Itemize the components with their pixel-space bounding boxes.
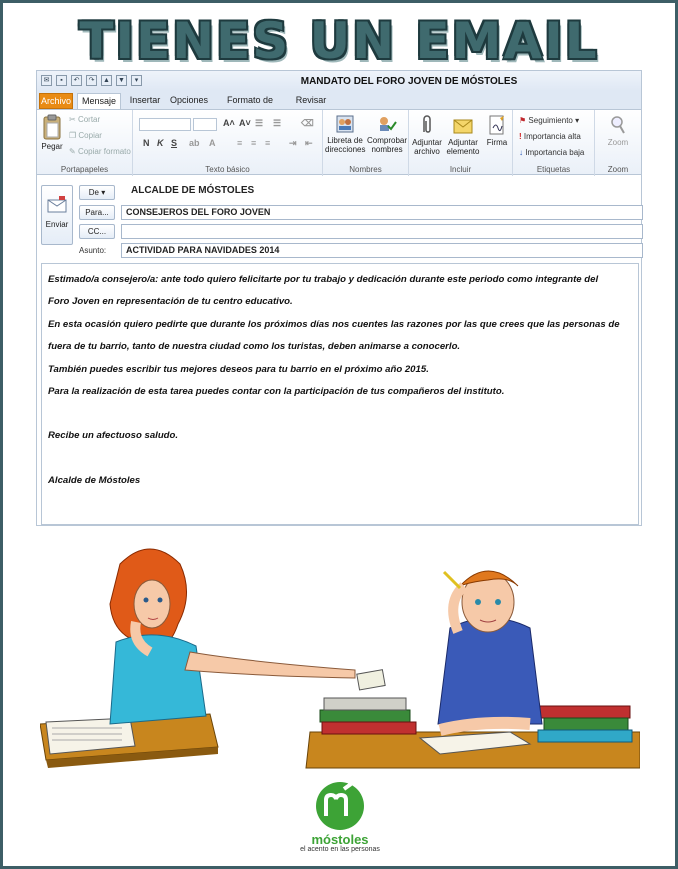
undo-icon[interactable]: ↶ bbox=[71, 75, 82, 86]
bullets-icon[interactable]: ☰ bbox=[255, 118, 264, 128]
align-right-icon[interactable]: ≡ bbox=[265, 138, 271, 148]
tab-opciones[interactable]: Opciones bbox=[169, 95, 209, 105]
send-envelope-icon bbox=[47, 194, 67, 216]
align-center-icon[interactable]: ≡ bbox=[251, 138, 257, 148]
mostoles-logo-mark bbox=[312, 780, 368, 832]
check-names-icon bbox=[377, 114, 397, 134]
body-line: También puedes escribir tus mejores deseos para tu barrio en el próximo año 2015. bbox=[48, 363, 429, 375]
exclamation-icon: ! bbox=[519, 132, 522, 141]
signature-label: Firma bbox=[486, 138, 508, 147]
shrink-font-icon[interactable]: A˅ bbox=[239, 118, 251, 128]
outdent-icon[interactable]: ⇤ bbox=[305, 138, 313, 148]
copy-label: Copiar bbox=[78, 131, 102, 140]
group-incluir bbox=[409, 110, 513, 176]
from-button-label: De bbox=[88, 188, 99, 197]
down-arrow-importance-icon: ↓ bbox=[519, 148, 523, 157]
banner bbox=[0, 12, 678, 70]
logo-word: móstoles bbox=[311, 832, 369, 847]
indent-icon[interactable]: ⇥ bbox=[289, 138, 297, 148]
flag-icon: ⚑ bbox=[519, 116, 527, 125]
tab-formato-de-texto[interactable]: Formato de bbox=[226, 95, 274, 105]
align-left-icon[interactable]: ≡ bbox=[237, 138, 243, 148]
tab-mensaje[interactable]: Mensaje bbox=[77, 93, 121, 109]
address-book-label-2: direcciones bbox=[325, 145, 366, 154]
check-names-label-2: nombres bbox=[371, 145, 403, 154]
body-line: Foro Joven en representación de tu centro educativo. bbox=[48, 296, 293, 308]
ribbon bbox=[37, 109, 641, 175]
grow-font-icon[interactable]: A˄ bbox=[223, 118, 235, 128]
group-label-portapapeles: Portapapeles bbox=[60, 165, 109, 174]
from-value: ALCALDE DE MÓSTOLES bbox=[131, 185, 255, 196]
paperclip-icon bbox=[420, 114, 434, 136]
group-label-incluir: Incluir bbox=[449, 165, 472, 174]
body-line: Para la realización de esta tarea puedes contar con la participación de tus compañeros del instituto. bbox=[48, 386, 505, 398]
copy-button[interactable]: ❐ Copiar bbox=[69, 131, 102, 140]
subject-field[interactable]: ACTIVIDAD PARA NAVIDADES 2014 bbox=[121, 243, 643, 258]
quick-access-toolbar bbox=[37, 71, 641, 91]
save-icon[interactable]: ▪ bbox=[56, 75, 67, 86]
body-line: Recibe un afectuoso saludo. bbox=[48, 430, 179, 442]
signature-button[interactable] bbox=[483, 114, 511, 147]
body-line: En esta ocasión quiero pedirte que durante los próximos días nos cuentes las razones por las que crees que las personas de bbox=[48, 318, 620, 330]
send-button[interactable] bbox=[41, 185, 73, 245]
envelope-icon bbox=[453, 114, 473, 136]
clear-format-icon[interactable]: ⌫ bbox=[301, 118, 314, 128]
group-label-texto-basico: Texto básico bbox=[205, 165, 250, 174]
address-book-button[interactable] bbox=[325, 114, 365, 154]
group-nombres bbox=[323, 110, 409, 176]
bold-icon[interactable]: N bbox=[143, 138, 150, 148]
format-painter-button[interactable]: ✎ Copiar formato bbox=[69, 147, 131, 156]
tab-revisar[interactable]: Revisar bbox=[295, 95, 327, 105]
to-field[interactable]: CONSEJEROS DEL FORO JOVEN bbox=[121, 205, 643, 220]
tab-insertar[interactable]: Insertar bbox=[129, 95, 161, 105]
attach-item-button[interactable] bbox=[445, 114, 481, 156]
boy-figure bbox=[438, 571, 542, 730]
ribbon-tabs bbox=[37, 91, 641, 109]
customize-qat-icon[interactable]: ▾ bbox=[131, 75, 142, 86]
font-color-icon[interactable]: A bbox=[209, 138, 216, 148]
attach-item-label-1: Adjuntar bbox=[448, 138, 478, 147]
zoom-label: Zoom bbox=[607, 138, 629, 147]
from-button[interactable]: De ▾ bbox=[79, 185, 115, 200]
cc-button[interactable]: CC... bbox=[79, 224, 115, 239]
high-importance-label: Importancia alta bbox=[523, 132, 581, 141]
group-label-etiquetas: Etiquetas bbox=[536, 165, 571, 174]
window-title: MANDATO DEL FORO JOVEN DE MÓSTOLES bbox=[300, 76, 518, 87]
magnifier-icon bbox=[609, 114, 627, 136]
tab-archivo[interactable]: Archivo bbox=[39, 93, 73, 109]
font-name-combo[interactable] bbox=[139, 118, 191, 131]
subject-label: Asunto: bbox=[79, 246, 107, 255]
low-importance-label: Importancia baja bbox=[525, 148, 585, 157]
group-etiquetas bbox=[513, 110, 595, 176]
attach-file-label-1: Adjuntar bbox=[412, 138, 442, 147]
body-line: Estimado/a consejero/a: ante todo quiero felicitarte por tu trabajo y dedicación durante este periodo como integrante del bbox=[48, 274, 599, 285]
follow-up-label: Seguimiento bbox=[528, 116, 573, 125]
group-portapapeles bbox=[37, 110, 133, 176]
send-label: Enviar bbox=[45, 220, 69, 229]
body-line: fuera de tu barrio, tanto de nuestra ciudad como los turistas, deben animarse a conocerlo. bbox=[48, 341, 461, 353]
to-button[interactable]: Para... bbox=[79, 205, 115, 220]
down-arrow-icon[interactable]: ▼ bbox=[116, 75, 127, 86]
address-book-label-1: Libreta de bbox=[327, 136, 363, 145]
message-body[interactable] bbox=[41, 263, 639, 525]
group-texto-basico bbox=[133, 110, 323, 176]
body-line: Alcalde de Móstoles bbox=[48, 474, 141, 486]
signature-icon bbox=[488, 114, 506, 136]
high-importance-button[interactable] bbox=[519, 132, 581, 141]
paste-button[interactable] bbox=[39, 114, 65, 151]
students-illustration bbox=[40, 532, 640, 772]
attach-file-button[interactable] bbox=[411, 114, 443, 156]
mostoles-logo bbox=[290, 780, 390, 860]
banner-title: TIENES UN EMAIL bbox=[79, 12, 599, 70]
format-painter-label: Copiar formato bbox=[77, 147, 131, 156]
follow-up-button[interactable]: ⚑ Seguimiento ▾ bbox=[519, 116, 580, 125]
address-book-icon bbox=[335, 114, 355, 134]
paste-label: Pegar bbox=[41, 142, 63, 151]
check-names-label-1: Comprobar bbox=[367, 136, 408, 145]
zoom-button[interactable] bbox=[601, 114, 635, 147]
outlook-window bbox=[36, 70, 642, 526]
cc-field[interactable] bbox=[121, 224, 643, 239]
highlight-icon[interactable]: ab bbox=[189, 138, 200, 148]
logo-tagline: el acento en las personas bbox=[300, 846, 380, 853]
message-header bbox=[37, 177, 641, 261]
italic-icon[interactable]: K bbox=[157, 138, 164, 148]
attach-item-label-2: elemento bbox=[446, 147, 480, 156]
group-zoom bbox=[595, 110, 641, 176]
outlook-icon[interactable]: ✉ bbox=[41, 75, 52, 86]
attach-file-label-2: archivo bbox=[414, 147, 440, 156]
cut-label: Cortar bbox=[77, 115, 101, 124]
redo-icon[interactable]: ↷ bbox=[86, 75, 97, 86]
cut-button[interactable]: ✂ Cortar bbox=[69, 115, 101, 124]
underline-icon[interactable]: S bbox=[171, 138, 178, 148]
group-label-zoom: Zoom bbox=[607, 165, 629, 174]
clipboard-icon bbox=[43, 114, 61, 140]
group-label-nombres: Nombres bbox=[349, 165, 382, 174]
check-names-button[interactable] bbox=[367, 114, 407, 154]
up-arrow-icon[interactable]: ▲ bbox=[101, 75, 112, 86]
low-importance-button[interactable] bbox=[519, 148, 584, 157]
numbering-icon[interactable]: ☰ bbox=[273, 118, 282, 128]
font-size-combo[interactable] bbox=[193, 118, 217, 131]
